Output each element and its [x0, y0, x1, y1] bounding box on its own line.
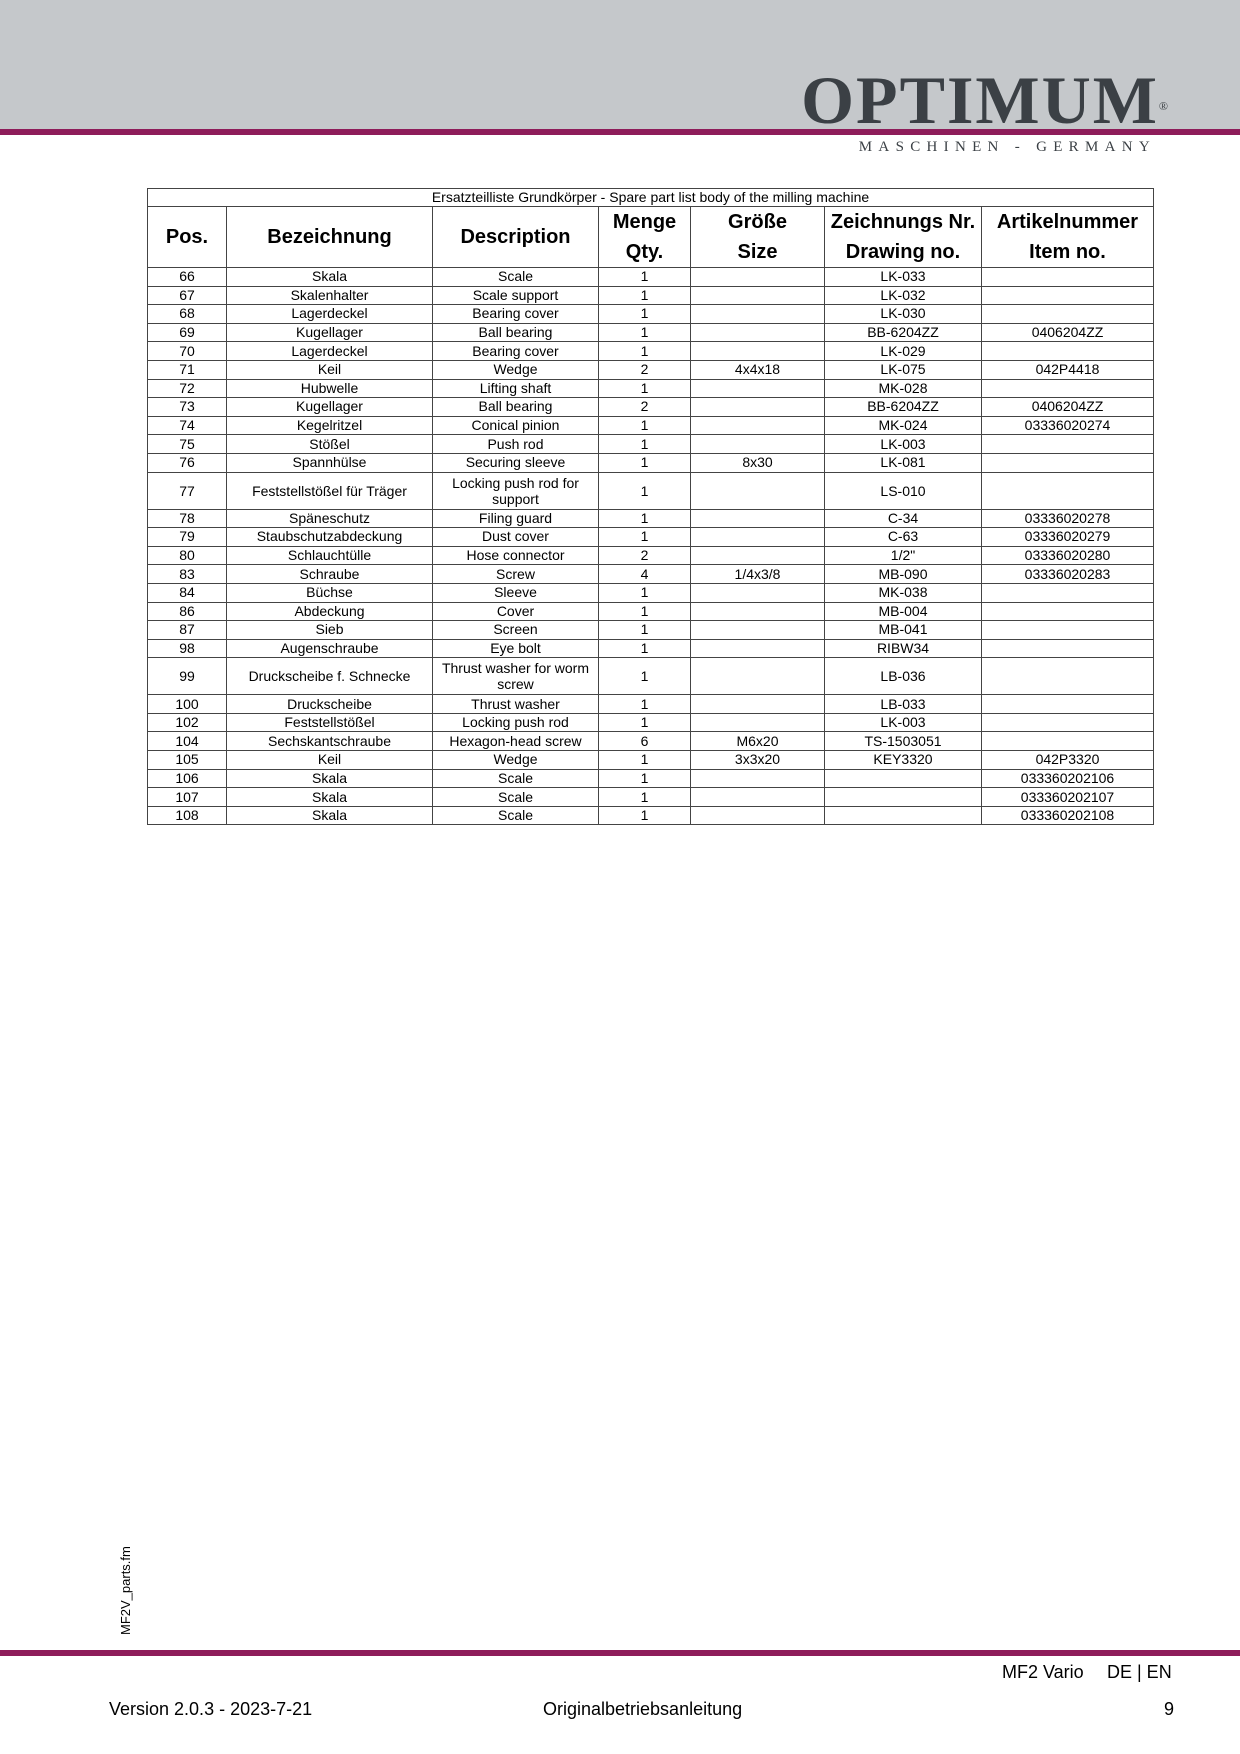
qty-cell: 1 [599, 509, 691, 528]
size-cell [691, 435, 825, 454]
size-cell [691, 509, 825, 528]
table-row [148, 583, 1154, 602]
description-cell: Thrust washer for worm screw [433, 658, 599, 695]
drawing-cell: 1/2" [825, 546, 982, 565]
pos-cell: 76 [148, 453, 227, 472]
table-row [148, 658, 1154, 695]
qty-cell: 1 [599, 806, 691, 825]
item-cell [982, 658, 1154, 695]
pos-cell: 67 [148, 286, 227, 305]
qty-cell: 1 [599, 435, 691, 454]
table-row [148, 360, 1154, 379]
description-cell: Conical pinion [433, 416, 599, 435]
description-cell: Eye bolt [433, 639, 599, 658]
qty-cell: 2 [599, 546, 691, 565]
item-cell: 033360202107 [982, 788, 1154, 807]
description-cell: Scale [433, 788, 599, 807]
header-item-no [982, 207, 1154, 268]
description-cell: Scale [433, 769, 599, 788]
item-cell: 042P3320 [982, 751, 1154, 770]
spare-parts-table [147, 188, 1154, 825]
header-bezeichnung [227, 207, 433, 268]
drawing-cell: LK-029 [825, 342, 982, 361]
table-row [148, 323, 1154, 342]
drawing-cell: MB-004 [825, 602, 982, 621]
bezeichnung-cell: Skala [227, 806, 433, 825]
description-cell: Screw [433, 565, 599, 584]
footer-page-number: 9 [1164, 1699, 1175, 1719]
drawing-cell: LK-081 [825, 453, 982, 472]
table-row [148, 286, 1154, 305]
bezeichnung-cell: Augenschraube [227, 639, 433, 658]
table-row [148, 416, 1154, 435]
qty-cell: 1 [599, 788, 691, 807]
item-cell: 042P4418 [982, 360, 1154, 379]
table-row [148, 472, 1154, 509]
header-label-en: Drawing no. [845, 241, 961, 263]
item-cell: 0406204ZZ [982, 323, 1154, 342]
qty-cell: 1 [599, 583, 691, 602]
pos-cell: 80 [148, 546, 227, 565]
table-row [148, 435, 1154, 454]
item-cell: 03336020274 [982, 416, 1154, 435]
item-cell: 03336020279 [982, 528, 1154, 547]
header-label: Pos. [165, 226, 209, 248]
pos-cell: 107 [148, 788, 227, 807]
size-cell [691, 286, 825, 305]
qty-cell: 1 [599, 769, 691, 788]
pos-cell: 78 [148, 509, 227, 528]
table-row [148, 732, 1154, 751]
brand-logo [801, 62, 1170, 138]
table-row [148, 268, 1154, 287]
pos-cell: 79 [148, 528, 227, 547]
item-cell [982, 453, 1154, 472]
size-cell [691, 416, 825, 435]
bezeichnung-cell: Skalenhalter [227, 286, 433, 305]
header-label: Artikelnummer [996, 211, 1139, 233]
pos-cell: 74 [148, 416, 227, 435]
item-cell [982, 379, 1154, 398]
drawing-cell: LK-003 [825, 713, 982, 732]
table-row [148, 639, 1154, 658]
footer-version: Version 2.0.3 - 2023-7-21 [109, 1699, 313, 1719]
table-row [148, 546, 1154, 565]
table-row [148, 305, 1154, 324]
bezeichnung-cell: Stößel [227, 435, 433, 454]
header-description [433, 207, 599, 268]
description-cell: Hexagon-head screw [433, 732, 599, 751]
pos-cell: 71 [148, 360, 227, 379]
pos-cell: 108 [148, 806, 227, 825]
item-cell: 03336020283 [982, 565, 1154, 584]
qty-cell: 1 [599, 658, 691, 695]
bezeichnung-cell: Skala [227, 788, 433, 807]
header-label-en: Item no. [1029, 241, 1106, 263]
drawing-cell: LK-033 [825, 268, 982, 287]
description-cell: Thrust washer [433, 695, 599, 714]
size-cell [691, 528, 825, 547]
qty-cell: 1 [599, 323, 691, 342]
size-cell [691, 788, 825, 807]
description-cell: Ball bearing [433, 323, 599, 342]
table-row [148, 509, 1154, 528]
table-body [148, 268, 1154, 825]
description-cell: Lifting shaft [433, 379, 599, 398]
item-cell [982, 583, 1154, 602]
item-cell [982, 732, 1154, 751]
description-cell: Scale support [433, 286, 599, 305]
drawing-cell: LB-033 [825, 695, 982, 714]
item-cell [982, 602, 1154, 621]
table-row [148, 528, 1154, 547]
qty-cell: 1 [599, 602, 691, 621]
drawing-cell [825, 788, 982, 807]
bezeichnung-cell: Hubwelle [227, 379, 433, 398]
item-cell: 03336020280 [982, 546, 1154, 565]
header-label-en: Qty. [625, 241, 664, 263]
table-row [148, 713, 1154, 732]
bezeichnung-cell: Spannhülse [227, 453, 433, 472]
qty-cell: 1 [599, 342, 691, 361]
bezeichnung-cell: Kegelritzel [227, 416, 433, 435]
item-cell [982, 695, 1154, 714]
bezeichnung-cell: Lagerdeckel [227, 342, 433, 361]
bezeichnung-cell: Sieb [227, 621, 433, 640]
qty-cell: 1 [599, 305, 691, 324]
bezeichnung-cell: Kugellager [227, 398, 433, 417]
pos-cell: 70 [148, 342, 227, 361]
description-cell: Filing guard [433, 509, 599, 528]
size-cell [691, 472, 825, 509]
bezeichnung-cell: Skala [227, 268, 433, 287]
pos-cell: 99 [148, 658, 227, 695]
drawing-cell: KEY3320 [825, 751, 982, 770]
qty-cell: 1 [599, 416, 691, 435]
description-cell: Push rod [433, 435, 599, 454]
pos-cell: 68 [148, 305, 227, 324]
qty-cell: 6 [599, 732, 691, 751]
header-menge-qty [599, 207, 691, 268]
qty-cell: 1 [599, 453, 691, 472]
pos-cell: 87 [148, 621, 227, 640]
description-cell: Screen [433, 621, 599, 640]
item-cell [982, 713, 1154, 732]
header-label: Menge [612, 211, 677, 233]
qty-cell: 1 [599, 695, 691, 714]
drawing-cell: RIBW34 [825, 639, 982, 658]
size-cell: 4x4x18 [691, 360, 825, 379]
drawing-cell: C-63 [825, 528, 982, 547]
pos-cell: 73 [148, 398, 227, 417]
bezeichnung-cell: Schlauchtülle [227, 546, 433, 565]
bezeichnung-cell: Keil [227, 360, 433, 379]
description-cell: Wedge [433, 360, 599, 379]
size-cell [691, 398, 825, 417]
bezeichnung-cell: Skala [227, 769, 433, 788]
drawing-cell: MK-024 [825, 416, 982, 435]
pos-cell: 104 [148, 732, 227, 751]
description-cell: Scale [433, 806, 599, 825]
table-header-row [148, 207, 1154, 268]
header-pos [148, 207, 227, 268]
table-row [148, 788, 1154, 807]
drawing-cell: MB-090 [825, 565, 982, 584]
size-cell [691, 602, 825, 621]
size-cell [691, 695, 825, 714]
qty-cell: 1 [599, 751, 691, 770]
pos-cell: 72 [148, 379, 227, 398]
size-cell [691, 323, 825, 342]
header-label: Zeichnungs Nr. [830, 211, 976, 233]
item-cell [982, 286, 1154, 305]
bezeichnung-cell: Sechskantschraube [227, 732, 433, 751]
pos-cell: 100 [148, 695, 227, 714]
item-cell [982, 639, 1154, 658]
size-cell: 8x30 [691, 453, 825, 472]
description-cell: Locking push rod for support [433, 472, 599, 509]
table-row [148, 453, 1154, 472]
qty-cell: 2 [599, 360, 691, 379]
description-cell: Sleeve [433, 583, 599, 602]
drawing-cell: MK-038 [825, 583, 982, 602]
description-cell: Scale [433, 268, 599, 287]
size-cell: 1/4x3/8 [691, 565, 825, 584]
drawing-cell: TS-1503051 [825, 732, 982, 751]
table-row [148, 398, 1154, 417]
header-groesse-size [691, 207, 825, 268]
item-cell [982, 268, 1154, 287]
size-cell [691, 583, 825, 602]
footer-doc-type: Originalbetriebsanleitung [543, 1699, 743, 1719]
item-cell: 033360202106 [982, 769, 1154, 788]
footer-product: MF2 Vario [1002, 1662, 1084, 1682]
description-cell: Bearing cover [433, 305, 599, 324]
qty-cell: 1 [599, 639, 691, 658]
description-cell: Ball bearing [433, 398, 599, 417]
pos-cell: 102 [148, 713, 227, 732]
header-label: Bezeichnung [267, 226, 392, 248]
pos-cell: 86 [148, 602, 227, 621]
drawing-cell: LB-036 [825, 658, 982, 695]
qty-cell: 1 [599, 713, 691, 732]
bezeichnung-cell: Späneschutz [227, 509, 433, 528]
description-cell: Securing sleeve [433, 453, 599, 472]
drawing-cell: MK-028 [825, 379, 982, 398]
item-cell [982, 305, 1154, 324]
size-cell [691, 546, 825, 565]
description-cell: Hose connector [433, 546, 599, 565]
drawing-cell: LK-003 [825, 435, 982, 454]
size-cell [691, 379, 825, 398]
item-cell: 0406204ZZ [982, 398, 1154, 417]
bezeichnung-cell: Abdeckung [227, 602, 433, 621]
table-row [148, 342, 1154, 361]
footer-languages: DE | EN [1107, 1662, 1172, 1682]
bezeichnung-cell: Feststellstößel für Träger [227, 472, 433, 509]
item-cell [982, 342, 1154, 361]
description-cell: Wedge [433, 751, 599, 770]
header-label: Größe [728, 211, 787, 233]
table-row [148, 695, 1154, 714]
size-cell [691, 806, 825, 825]
size-cell [691, 342, 825, 361]
description-cell: Locking push rod [433, 713, 599, 732]
size-cell [691, 639, 825, 658]
item-cell [982, 472, 1154, 509]
pos-cell: 98 [148, 639, 227, 658]
pos-cell: 75 [148, 435, 227, 454]
pos-cell: 77 [148, 472, 227, 509]
drawing-cell: LK-030 [825, 305, 982, 324]
qty-cell: 1 [599, 528, 691, 547]
item-cell: 033360202108 [982, 806, 1154, 825]
table-row [148, 751, 1154, 770]
description-cell: Dust cover [433, 528, 599, 547]
drawing-cell: C-34 [825, 509, 982, 528]
pos-cell: 105 [148, 751, 227, 770]
source-file-label: MF2V_parts.fm [118, 1546, 133, 1635]
header-label-en: Size [737, 241, 778, 263]
bezeichnung-cell: Staubschutzabdeckung [227, 528, 433, 547]
bezeichnung-cell: Druckscheibe f. Schnecke [227, 658, 433, 695]
pos-cell: 84 [148, 583, 227, 602]
qty-cell: 1 [599, 268, 691, 287]
brand-tagline: MASCHINEN - GERMANY [858, 139, 1156, 155]
pos-cell: 66 [148, 268, 227, 287]
size-cell [691, 305, 825, 324]
drawing-cell [825, 769, 982, 788]
table-title: Ersatzteilliste Grundkörper - Spare part list body of the milling machine [148, 189, 1154, 207]
table-row [148, 621, 1154, 640]
qty-cell: 2 [599, 398, 691, 417]
bezeichnung-cell: Schraube [227, 565, 433, 584]
size-cell [691, 621, 825, 640]
drawing-cell [825, 806, 982, 825]
drawing-cell: BB-6204ZZ [825, 323, 982, 342]
bezeichnung-cell: Kugellager [227, 323, 433, 342]
drawing-cell: MB-041 [825, 621, 982, 640]
qty-cell: 1 [599, 379, 691, 398]
size-cell: 3x3x20 [691, 751, 825, 770]
size-cell [691, 713, 825, 732]
qty-cell: 4 [599, 565, 691, 584]
bezeichnung-cell: Büchse [227, 583, 433, 602]
drawing-cell: LK-075 [825, 360, 982, 379]
size-cell [691, 658, 825, 695]
item-cell: 03336020278 [982, 509, 1154, 528]
header-drawing-no [825, 207, 982, 268]
item-cell [982, 435, 1154, 454]
bezeichnung-cell: Druckscheibe [227, 695, 433, 714]
qty-cell: 1 [599, 286, 691, 305]
registered-mark: ® [1158, 99, 1170, 113]
header-label: Description [460, 226, 571, 248]
size-cell [691, 268, 825, 287]
pos-cell: 69 [148, 323, 227, 342]
drawing-cell: BB-6204ZZ [825, 398, 982, 417]
pos-cell: 106 [148, 769, 227, 788]
size-cell: M6x20 [691, 732, 825, 751]
size-cell [691, 769, 825, 788]
pos-cell: 83 [148, 565, 227, 584]
table-row [148, 565, 1154, 584]
table-row [148, 379, 1154, 398]
drawing-cell: LK-032 [825, 286, 982, 305]
description-cell: Cover [433, 602, 599, 621]
table-row [148, 806, 1154, 825]
item-cell [982, 621, 1154, 640]
qty-cell: 1 [599, 472, 691, 509]
brand-name: OPTIMUM [801, 62, 1159, 138]
bezeichnung-cell: Feststellstößel [227, 713, 433, 732]
table-row [148, 602, 1154, 621]
qty-cell: 1 [599, 621, 691, 640]
description-cell: Bearing cover [433, 342, 599, 361]
bezeichnung-cell: Keil [227, 751, 433, 770]
bezeichnung-cell: Lagerdeckel [227, 305, 433, 324]
drawing-cell: LS-010 [825, 472, 982, 509]
table-row [148, 769, 1154, 788]
footer-accent-rule [0, 1650, 1240, 1656]
